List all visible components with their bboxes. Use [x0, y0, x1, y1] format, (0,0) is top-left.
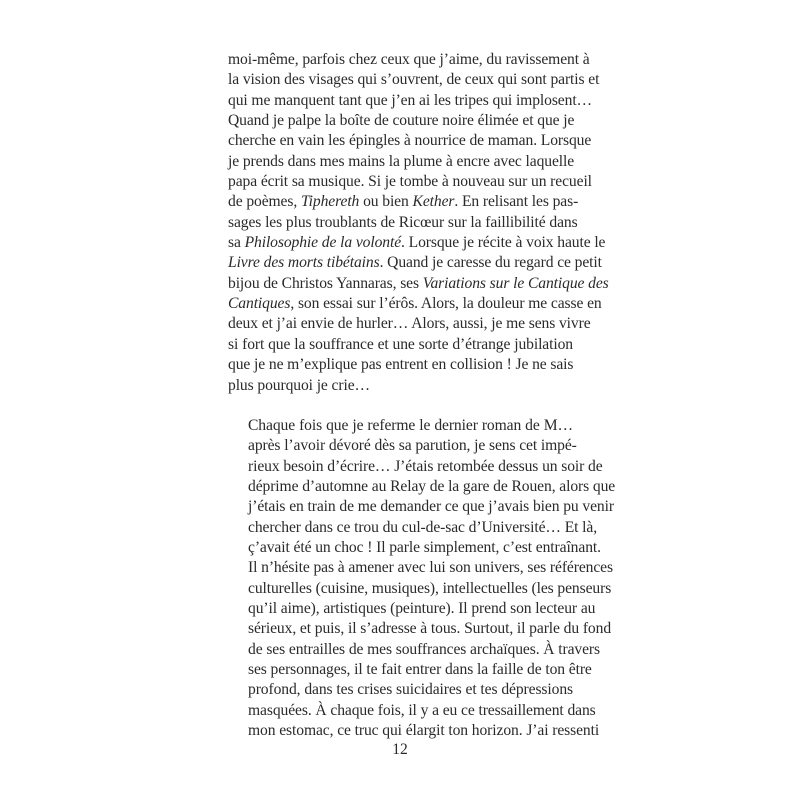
text-line: [228, 558, 613, 578]
text-run: . Quand je caresse du regard ce petit: [379, 254, 602, 272]
italic-title: Philosophie de la volonté: [244, 234, 402, 252]
text-line: [228, 599, 596, 619]
text-run: sérieux, et puis, il s’adresse à tous. Surtout, il parle du fond: [248, 620, 612, 638]
text-run: après l’avoir dévoré dès sa parution, je sens cet impé-: [248, 437, 577, 455]
text-line: [228, 314, 591, 334]
text-line: [228, 518, 598, 538]
text-run: de poèmes,: [228, 193, 301, 211]
text-run: Il n’hésite pas à amener avec lui son univers, ses références: [248, 559, 613, 577]
text-run: la vision des visages qui s’ouvrent, de ceux qui sont partis et: [228, 71, 600, 89]
text-line: [228, 680, 573, 700]
text-line: [228, 192, 579, 212]
text-run: bijou de Christos Yannaras, ses: [228, 274, 423, 292]
text-run: ou bien: [359, 193, 413, 211]
text-run: rieux besoin d’écrire… J’étais retombée dessus un soir de: [248, 457, 603, 475]
text-run: ç’avait été un choc ! Il parle simplement, c’est entraînant.: [248, 538, 601, 556]
text-run: ses personnages, il te fait entrer dans la faille de ton être: [248, 660, 592, 678]
text-line: [228, 253, 602, 273]
text-line: [228, 579, 612, 599]
text-line: [228, 233, 606, 253]
text-line: [228, 335, 573, 355]
italic-title: Kether: [412, 193, 455, 211]
text-run: que je ne m’explique pas entrent en collision ! Je ne sais: [228, 356, 574, 374]
text-line: [228, 131, 592, 151]
text-run: Quand je palpe la boîte de couture noire élimée et que je: [228, 112, 575, 130]
text-run: déprime d’automne au Relay de la gare de Rouen, alors que: [248, 477, 616, 495]
text-run: , son essai sur l’érôs. Alors, la douleur me casse en: [290, 295, 602, 313]
text-line: [228, 70, 600, 90]
text-line: [228, 416, 573, 436]
text-line: [228, 213, 578, 233]
text-run: j’étais en train de me demander ce que j’avais bien pu venir: [248, 498, 614, 516]
text-line: [228, 477, 616, 497]
text-line: [228, 660, 592, 680]
text-run: . En relisant les pas-: [454, 193, 579, 211]
text-line: [228, 294, 602, 314]
text-run: profond, dans tes crises suicidaires et tes dépressions: [248, 681, 573, 699]
text-line: [228, 436, 577, 456]
text-run: de ses entrailles de mes souffrances archaïques. À travers: [248, 640, 600, 658]
text-run: mon estomac, ce truc qui élargit ton horizon. J’ai ressenti: [248, 722, 600, 739]
italic-title: Variations sur le Cantique des: [422, 274, 609, 292]
text-line: [228, 701, 596, 721]
text-line: [228, 91, 593, 111]
italic-title: Livre des morts tibétains: [228, 254, 380, 272]
text-run: je prends dans mes mains la plume à encre avec laquelle: [228, 152, 575, 170]
text-run: papa écrit sa musique. Si je tombe à nouveau sur un recueil: [228, 173, 592, 191]
text-line: [228, 376, 573, 396]
text-run: culturelles (cuisine, musiques), intellectuelles (les penseurs: [248, 579, 612, 597]
text-line: [228, 152, 573, 172]
paragraph: [228, 50, 609, 396]
text-line: [228, 497, 614, 517]
page-number: 12: [392, 741, 408, 758]
text-run: cherche en vain les épingles à nourrice de maman. Lorsque: [228, 132, 592, 150]
text-line: [228, 355, 573, 375]
text-line: [228, 721, 600, 741]
text-line: [228, 457, 603, 477]
italic-title: Tiphereth: [300, 193, 360, 211]
italic-title: Cantiques: [228, 295, 291, 313]
text-run: qu’il aime), artistiques (peinture). Il prend son lecteur au: [248, 599, 596, 617]
text-run: Chaque fois que je referme le dernier roman de M…: [248, 416, 573, 434]
text-run: si fort que la souffrance et une sorte d’étrange jubilation: [228, 335, 573, 353]
text-run: moi-même, parfois chez ceux que j’aime, du ravissement à: [228, 51, 590, 68]
text-line: [228, 640, 600, 660]
text-line: [228, 50, 590, 70]
text-run: sa: [228, 234, 245, 252]
text-run: chercher dans ce trou du cul-de-sac d’Université… Et là,: [248, 518, 598, 536]
text-line: [228, 619, 612, 639]
page-body: [228, 50, 616, 741]
text-line: [228, 274, 609, 294]
text-line: [228, 538, 601, 558]
text-run: . Lorsque je récite à voix haute le: [401, 234, 606, 252]
text-run: masquées. À chaque fois, il y a eu ce tressaillement dans: [248, 701, 596, 719]
text-line: [228, 172, 592, 192]
paragraph: [228, 416, 616, 742]
text-run: deux et j’ai envie de hurler… Alors, aussi, je me sens vivre: [228, 315, 591, 333]
text-run: sages les plus troublants de Ricœur sur la faillibilité dans: [228, 213, 578, 231]
text-column: [228, 50, 616, 741]
text-line: [228, 111, 573, 131]
text-run: qui me manquent tant que j’en ai les tripes qui implosent…: [228, 91, 593, 109]
text-run: plus pourquoi je crie…: [228, 376, 371, 394]
